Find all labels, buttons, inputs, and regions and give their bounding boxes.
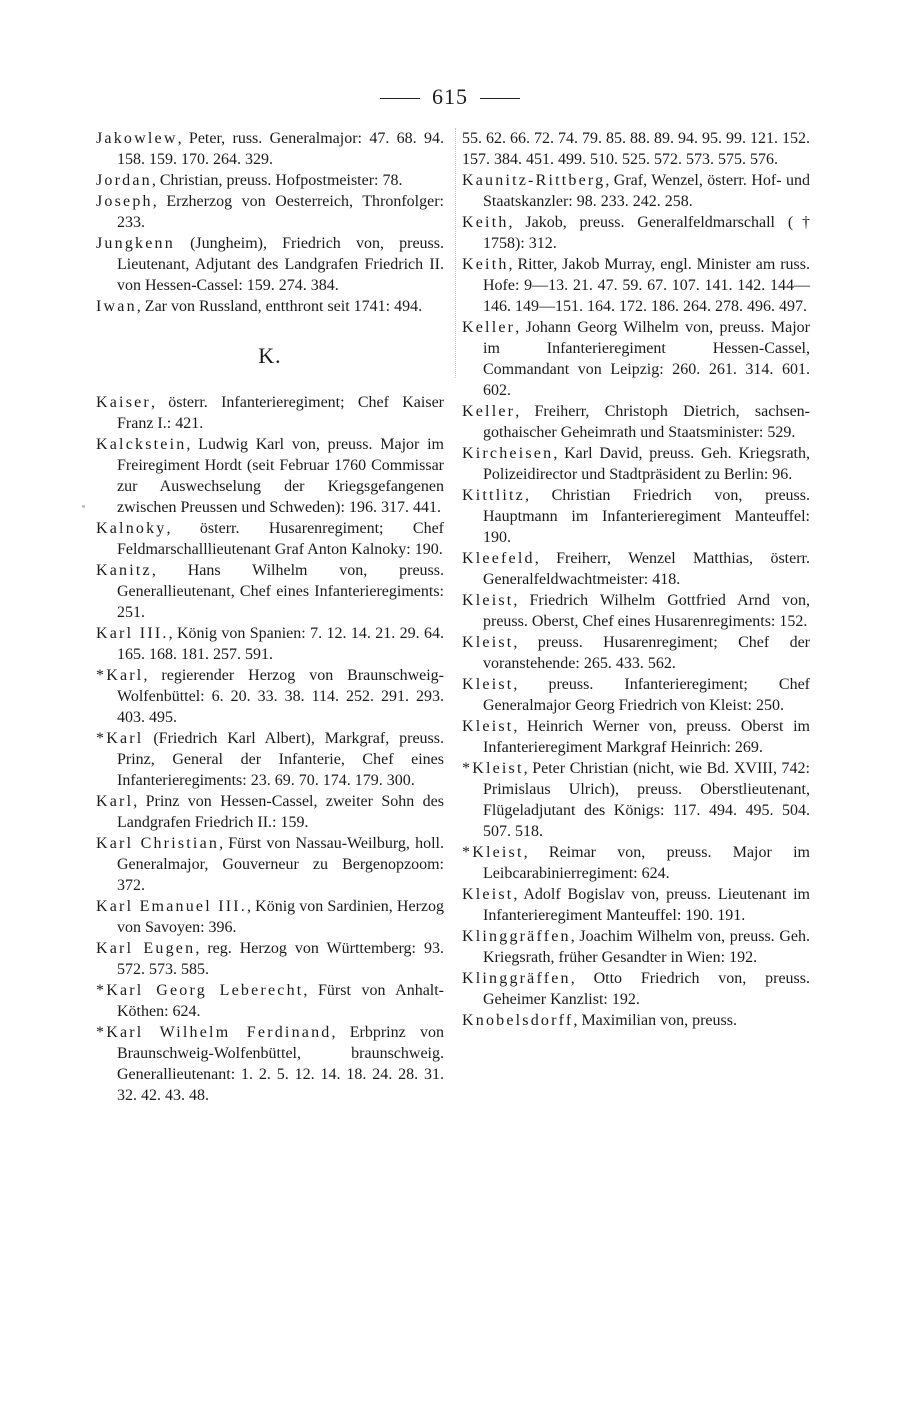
entry-details: , Jakob, preuss. Generalfeldmarschall († 1758): 312. [483,214,810,252]
entry-headword: Kleist [462,592,514,609]
section-heading: K. [258,343,282,368]
page-number-text: 615 [432,84,468,109]
index-entry [96,791,444,833]
index-entry [96,665,444,728]
entry-details: , Fürst von Anhalt-Köthen: 624. [117,982,445,1020]
entry-details: , österr. Infanterieregiment; Chef Kaiser Franz I.: 421. [117,394,444,432]
entry-details: , Peter, russ. Generalmajor: 47. 68. 94. 158. 159. 170. 264. 329. [117,130,444,168]
index-entry [96,128,444,170]
left-entries-before-heading [96,128,444,317]
entry-details: , Maximilian von, preuss. [573,1012,737,1029]
entry-details: (Jungheim), Friedrich von, preuss. Lieutenant, Adjutant des Landgrafen Friedrich II. von Hessen-Cassel: 159. 274. 384. [117,235,444,294]
index-entry [96,560,444,623]
index-entry [462,1010,810,1031]
entry-headword: Kittlitz [462,487,525,504]
margin-mark [82,505,85,508]
entry-details: , regierender Herzog von Braunschweig-Wolfenbüttel: 6. 20. 33. 38. 114. 252. 291. 293. 403. 495. [117,667,444,726]
index-entry [462,548,810,590]
index-entry [96,938,444,980]
entry-details: , Karl David, preuss. Geh. Kriegsrath, Polizeidirector und Stadtpräsident zu Berlin: 96. [483,445,810,483]
entry-headword: Karl Emanuel III. [96,898,247,915]
index-entry [462,317,810,401]
entry-headword: Karl Christian [96,835,220,852]
entry-details: , Ludwig Karl von, preuss. Major im Freiregiment Hordt (seit Februar 1760 Commissar zur Auswechselung der Kriegsgefangenen zwischen Preussen und Schweden): 196. 317. 441. [117,436,444,516]
index-entry [462,884,810,926]
index-entry [462,968,810,1010]
entry-details: , Erbprinz von Braunschweig-Wolfenbüttel, braunschweig. Generallieutenant: 1. 2. 5. 12. 14. 18. 24. 28. 31. 32. 42. 43. 48. [117,1024,444,1104]
index-entry [462,170,810,212]
entry-details: , preuss. Husarenregiment; Chef der voranstehende: 265. 433. 562. [483,634,810,672]
index-entry [96,728,444,791]
page-number [0,84,900,110]
entry-headword: Keller [462,319,516,336]
entry-details: , Adolf Bogislav von, preuss. Lieutenant im Infanterieregiment Manteuffel: 190. 191. [483,886,810,924]
index-entry [96,833,444,896]
entry-details: , Peter Christian (nicht, wie Bd. XVIII, 742: Primislaus Ulrich), preuss. Oberstlieutenant, Flügeladjutant des Königs: 117. 494. 495. 504. 507. 518. [483,760,810,840]
index-entry [462,674,810,716]
entry-headword: *Karl Wilhelm Ferdinand [96,1024,332,1041]
entry-details: , Hans Wilhelm von, preuss. Generallieutenant, Chef eines Infanterieregiments: 251. [117,562,444,621]
index-entry [96,233,444,296]
index-entry [96,170,444,191]
index-entry [96,518,444,560]
index-entry [462,716,810,758]
entry-headword: Kircheisen [462,445,554,462]
entry-headword: Karl [96,793,134,810]
entry-details: , Erzherzog von Oesterreich, Thronfolger: 233. [117,193,444,231]
entry-details: , Reimar von, preuss. Major im Leibcarabinierregiment: 624. [483,844,810,882]
index-entry [96,296,444,317]
entry-headword: *Kleist [462,844,524,861]
entry-headword: Joseph [96,193,153,210]
entry-headword: Iwan [96,298,137,315]
entry-headword: Kleefeld [462,550,535,567]
entry-headword: Kaunitz-Rittberg [462,172,606,189]
entry-headword: Kleist [462,886,514,903]
entry-headword: Klinggräffen [462,970,571,987]
right-entries [462,170,810,1031]
index-entry [462,212,810,254]
entry-headword: Jordan [96,172,152,189]
rule-left [380,98,420,99]
entry-details: , Otto Friedrich von, preuss. Geheimer Kanzlist: 192. [483,970,810,1008]
entry-headword: Klinggräffen [462,928,571,945]
entry-details: , Christian, preuss. Hofpostmeister: 78. [151,172,403,189]
entry-headword: Keller [462,403,516,420]
entry-details: , König von Sardinien, Herzog von Savoyen: 396. [117,898,444,936]
entry-headword: *Karl [96,730,144,747]
entry-headword: Keith [462,256,509,273]
entry-headword: *Karl Georg Leberecht [96,982,304,999]
entry-details: , König von Spanien: 7. 12. 14. 21. 29. 64. 165. 168. 181. 257. 591. [117,625,444,663]
entry-details: , Christian Friedrich von, preuss. Hauptmann im Infanterieregiment Manteuffel: 190. [483,487,810,546]
entry-details: , Ritter, Jakob Murray, engl. Minister am russ. Hofe: 9—13. 21. 47. 59. 67. 107. 141. 142. 144—146. 149—151. 164. 172. 186. 264. 278. 496. 497. [483,256,810,315]
index-entry [462,842,810,884]
entry-details: , Zar von Russland, entthront seit 1741: 494. [136,298,423,315]
left-entries-after-heading [96,392,444,1106]
index-entry [96,392,444,434]
entry-details: , reg. Herzog von Württemberg: 93. 572. 573. 585. [117,940,444,978]
entry-headword: Kleist [462,634,514,651]
index-entry [462,590,810,632]
index-entry [96,980,444,1022]
index-entry [96,623,444,665]
entry-details: , österr. Husarenregiment; Chef Feldmarschalllieutenant Graf Anton Kalnoky: 190. [117,520,444,558]
entry-details: , preuss. Infanterieregiment; Chef Generalmajor Georg Friedrich von Kleist: 250. [483,676,810,714]
right-column [462,128,810,1031]
index-entry [96,191,444,233]
entry-headword: Karl III. [96,625,169,642]
entry-details: , Friedrich Wilhelm Gottfried Arnd von, preuss. Oberst, Chef eines Husarenregiments: 152. [483,592,810,630]
entry-details: , Heinrich Werner von, preuss. Oberst im Infanterieregiment Markgraf Heinrich: 269. [483,718,810,756]
entry-headword: Jakowlew [96,130,178,147]
left-column [96,128,444,1106]
entry-details: , Prinz von Hessen-Cassel, zweiter Sohn des Landgrafen Friedrich II.: 159. [117,793,444,831]
continuation-entry: 55. 62. 66. 72. 74. 79. 85. 88. 89. 94. 95. 99. 121. 152. 157. 384. 451. 499. 510. 525. 572. 573. 575. 576. [462,130,810,168]
column-divider [455,128,457,378]
rule-right [480,98,520,99]
index-entry [462,632,810,674]
entry-headword: Kalnoky [96,520,167,537]
entry-details: , Freiherr, Wenzel Matthias, österr. Generalfeldwachtmeister: 418. [483,550,810,588]
index-entry [96,896,444,938]
entry-headword: *Karl [96,667,144,684]
entry-headword: Kanitz [96,562,152,579]
entry-headword: Kleist [462,676,514,693]
entry-headword: Knobelsdorff [462,1012,574,1029]
index-entry [96,1022,444,1106]
entry-headword: *Kleist [462,760,524,777]
entry-details: (Friedrich Karl Albert), Markgraf, preuss. Prinz, General der Infanterie, Chef eines Infanterieregiments: 23. 69. 70. 174. 179. 300. [117,730,444,789]
index-entry [462,485,810,548]
index-entry [462,443,810,485]
entry-headword: Kleist [462,718,514,735]
entry-details: , Fürst von Nassau-Weilburg, holl. Generalmajor, Gouverneur zu Bergenopzoom: 372. [117,835,444,894]
entry-details: , Freiherr, Christoph Dietrich, sachsen-gothaischer Geheimrath und Staatsminister: 529. [483,403,810,441]
entry-headword: Karl Eugen [96,940,196,957]
entry-details: , Graf, Wenzel, österr. Hof- und Staatskanzler: 98. 233. 242. 258. [483,172,810,210]
index-entry [96,434,444,518]
index-entry [462,401,810,443]
entry-headword: Kalckstein [96,436,187,453]
index-entry [462,926,810,968]
index-entry [462,758,810,842]
entry-details: , Joachim Wilhelm von, preuss. Geh. Kriegsrath, früher Gesandter in Wien: 192. [483,928,810,966]
index-entry [462,254,810,317]
entry-headword: Keith [462,214,509,231]
entry-headword: Jungkenn [96,235,175,252]
entry-details: , Johann Georg Wilhelm von, preuss. Major im Infanterieregiment Hessen-Cassel, Commandant von Leipzig: 260. 261. 314. 601. 602. [483,319,810,399]
entry-headword: Kaiser [96,394,151,411]
